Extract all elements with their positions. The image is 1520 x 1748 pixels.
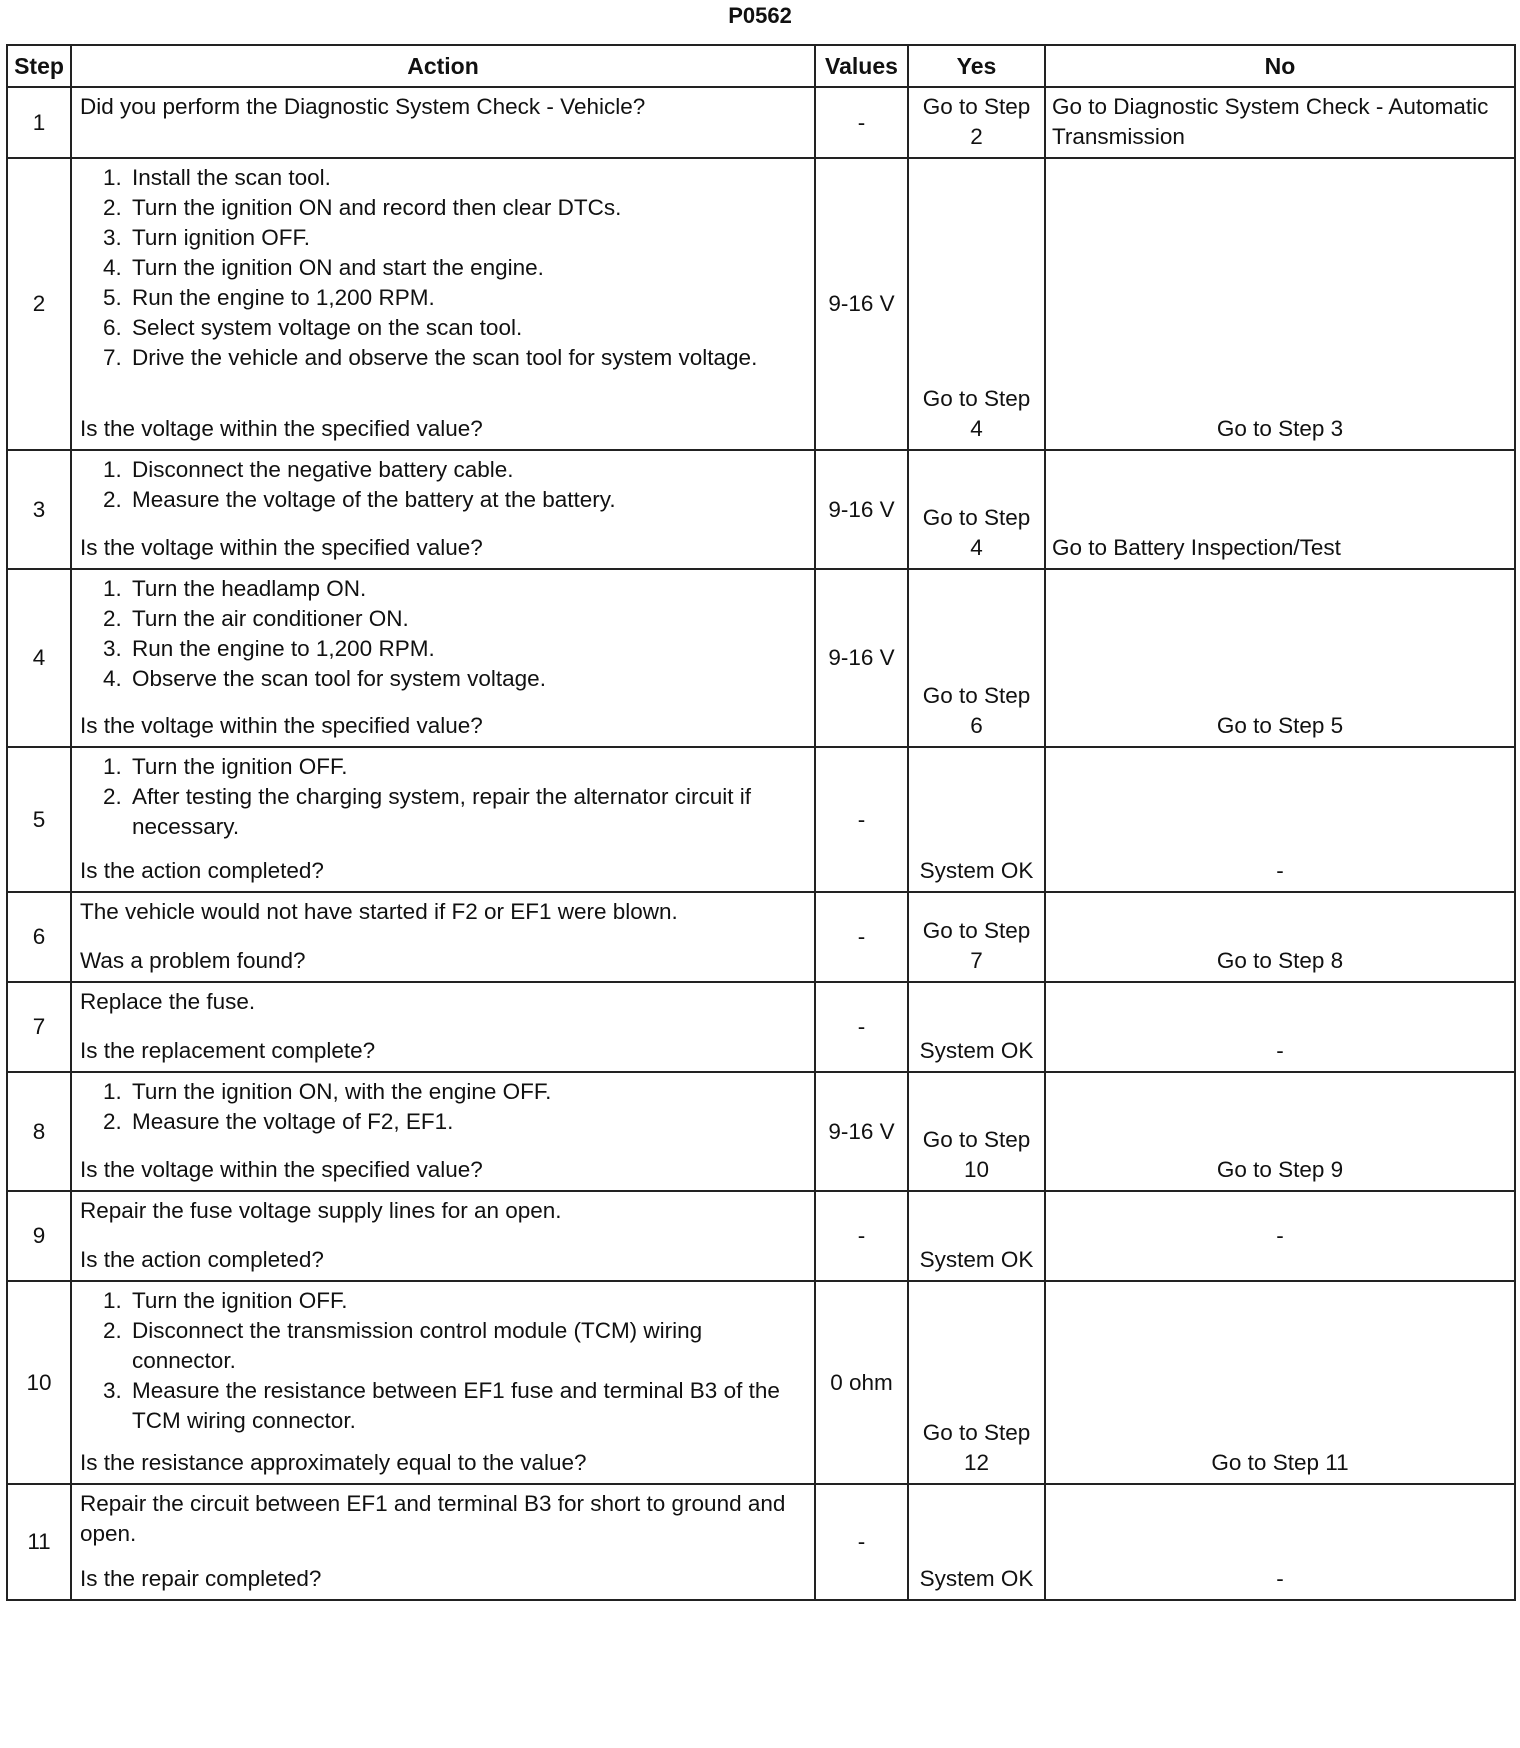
action-cell [71,892,815,982]
no-outcome: Go to Step 3 [1216,416,1344,441]
action-cell [71,569,815,747]
action-step-item: 4. Turn the ignition ON and start the engine. [128,253,806,283]
value-cell: - [815,892,908,982]
header-yes: Yes [908,45,1045,87]
action-cell [71,1281,815,1484]
header-no: No [1045,45,1515,87]
action-step-item: 2. Turn the air conditioner ON. [128,604,806,634]
action-step-item: 1. Disconnect the negative battery cable. [128,455,806,485]
no-cell [1045,747,1515,892]
step-number: 1 [7,87,71,158]
action-step-item: 3. Run the engine to 1,200 RPM. [128,634,806,664]
action-cell [71,1484,815,1600]
action-cell [71,87,815,158]
no-outcome: - [1276,858,1284,883]
value-cell: 9-16 V [815,450,908,569]
no-outcome: Go to Step 5 [1216,713,1344,738]
action-step-item: 2. Measure the voltage of F2, EF1. [128,1107,806,1137]
no-outcome: Go to Step 9 [1216,1157,1344,1182]
step-number: 7 [7,982,71,1072]
no-outcome: Go to Step 8 [1216,948,1344,973]
action-text: The vehicle would not have started if F2 or EF1 were blown. [80,899,678,924]
no-cell [1045,1072,1515,1191]
action-cell [71,747,815,892]
yes-outcome: Go to Step 4 [922,505,1031,560]
table-row [7,569,1515,747]
no-cell [1045,158,1515,450]
step-number: 9 [7,1191,71,1281]
diagnostic-table [6,44,1516,1601]
yes-outcome: System OK [919,858,1034,883]
table-row [7,158,1515,450]
yes-outcome: Go to Step 6 [922,683,1031,738]
value-cell: - [815,747,908,892]
value-cell: - [815,1191,908,1281]
step-number: 10 [7,1281,71,1484]
action-step-item: 4. Observe the scan tool for system voltage. [128,664,806,694]
yes-outcome: Go to Step 2 [922,94,1031,149]
action-cell [71,1072,815,1191]
header-values: Values [815,45,908,87]
action-question: Is the voltage within the specified value? [80,416,483,441]
page-title: P0562 [728,3,792,28]
yes-cell [908,747,1045,892]
action-text: Repair the fuse voltage supply lines for an open. [80,1198,562,1223]
yes-cell [908,87,1045,158]
step-number: 8 [7,1072,71,1191]
no-cell [1045,569,1515,747]
action-question: Is the voltage within the specified value? [80,713,483,738]
action-steps-list [80,1077,806,1137]
action-text: Repair the circuit between EF1 and terminal B3 for short to ground and open. [80,1491,786,1546]
value-cell: 9-16 V [815,1072,908,1191]
no-cell [1045,982,1515,1072]
action-step-item: 3. Measure the resistance between EF1 fuse and terminal B3 of the TCM wiring connector. [128,1376,806,1436]
step-number: 3 [7,450,71,569]
action-step-item: 7. Drive the vehicle and observe the scan tool for system voltage. [128,343,806,373]
action-question: Is the repair completed? [80,1566,322,1591]
action-question: Is the voltage within the specified value? [80,535,483,560]
action-cell [71,982,815,1072]
no-outcome: Go to Step 11 [1211,1450,1349,1475]
action-steps-list [80,574,806,694]
step-number: 2 [7,158,71,450]
action-question: Is the replacement complete? [80,1038,376,1063]
action-step-item: 3. Turn ignition OFF. [128,223,806,253]
action-text: Replace the fuse. [80,989,256,1014]
table-row [7,1072,1515,1191]
yes-cell [908,1484,1045,1600]
action-question: Is the action completed? [80,858,324,883]
no-cell [1045,1191,1515,1281]
table-row [7,1191,1515,1281]
value-cell: - [815,87,908,158]
action-question: Was a problem found? [80,948,306,973]
yes-cell [908,1191,1045,1281]
value-cell: - [815,982,908,1072]
step-number: 5 [7,747,71,892]
step-number: 6 [7,892,71,982]
table-row [7,450,1515,569]
action-steps-list [80,455,806,515]
action-step-item: 1. Turn the ignition OFF. [128,752,806,782]
no-cell [1045,1484,1515,1600]
table-row [7,892,1515,982]
header-step: Step [7,45,71,87]
yes-cell [908,982,1045,1072]
value-cell: 9-16 V [815,158,908,450]
action-text: Did you perform the Diagnostic System Check - Vehicle? [80,94,646,119]
action-steps-list [80,163,806,373]
value-cell: - [815,1484,908,1600]
action-step-item: 1. Turn the ignition ON, with the engine OFF. [128,1077,806,1107]
yes-cell [908,450,1045,569]
action-step-item: 1. Install the scan tool. [128,163,806,193]
action-question: Is the action completed? [80,1247,324,1272]
header-row [7,45,1515,87]
action-step-item: 5. Run the engine to 1,200 RPM. [128,283,806,313]
value-cell: 9-16 V [815,569,908,747]
no-cell [1045,892,1515,982]
action-step-item: 2. After testing the charging system, repair the alternator circuit if necessary. [128,782,806,842]
action-question: Is the resistance approximately equal to the value? [80,1450,587,1475]
action-step-item: 6. Select system voltage on the scan tool. [128,313,806,343]
action-cell [71,158,815,450]
no-cell [1045,450,1515,569]
yes-cell [908,1281,1045,1484]
table-row [7,747,1515,892]
step-number: 4 [7,569,71,747]
no-outcome: - [1276,1222,1284,1248]
no-outcome: - [1276,1566,1284,1591]
no-outcome: Go to Battery Inspection/Test [1052,535,1341,560]
action-question: Is the voltage within the specified value? [80,1157,483,1182]
table-row [7,1484,1515,1600]
yes-outcome: Go to Step 7 [922,918,1031,973]
yes-outcome: Go to Step 12 [922,1420,1031,1475]
yes-cell [908,158,1045,450]
table-row [7,1281,1515,1484]
yes-cell [908,569,1045,747]
action-step-item: 1. Turn the headlamp ON. [128,574,806,604]
yes-outcome: System OK [919,1038,1034,1063]
action-steps-list [80,1286,806,1436]
action-step-item: 1. Turn the ignition OFF. [128,1286,806,1316]
header-action: Action [71,45,815,87]
yes-outcome: System OK [919,1566,1034,1591]
yes-cell [908,892,1045,982]
action-cell [71,450,815,569]
yes-outcome: System OK [919,1247,1034,1272]
yes-outcome: Go to Step 4 [922,386,1031,441]
table-row [7,87,1515,158]
no-cell [1045,1281,1515,1484]
yes-cell [908,1072,1045,1191]
no-outcome: Go to Diagnostic System Check - Automatic Transmission [1052,94,1489,149]
action-steps-list [80,752,806,842]
action-cell [71,1191,815,1281]
no-cell [1045,87,1515,158]
value-cell: 0 ohm [815,1281,908,1484]
step-number: 11 [7,1484,71,1600]
action-step-item: 2. Measure the voltage of the battery at the battery. [128,485,806,515]
table-row [7,982,1515,1072]
yes-outcome: Go to Step 10 [922,1127,1031,1182]
no-outcome: - [1276,1038,1284,1063]
action-step-item: 2. Turn the ignition ON and record then clear DTCs. [128,193,806,223]
action-step-item: 2. Disconnect the transmission control module (TCM) wiring connector. [128,1316,806,1376]
